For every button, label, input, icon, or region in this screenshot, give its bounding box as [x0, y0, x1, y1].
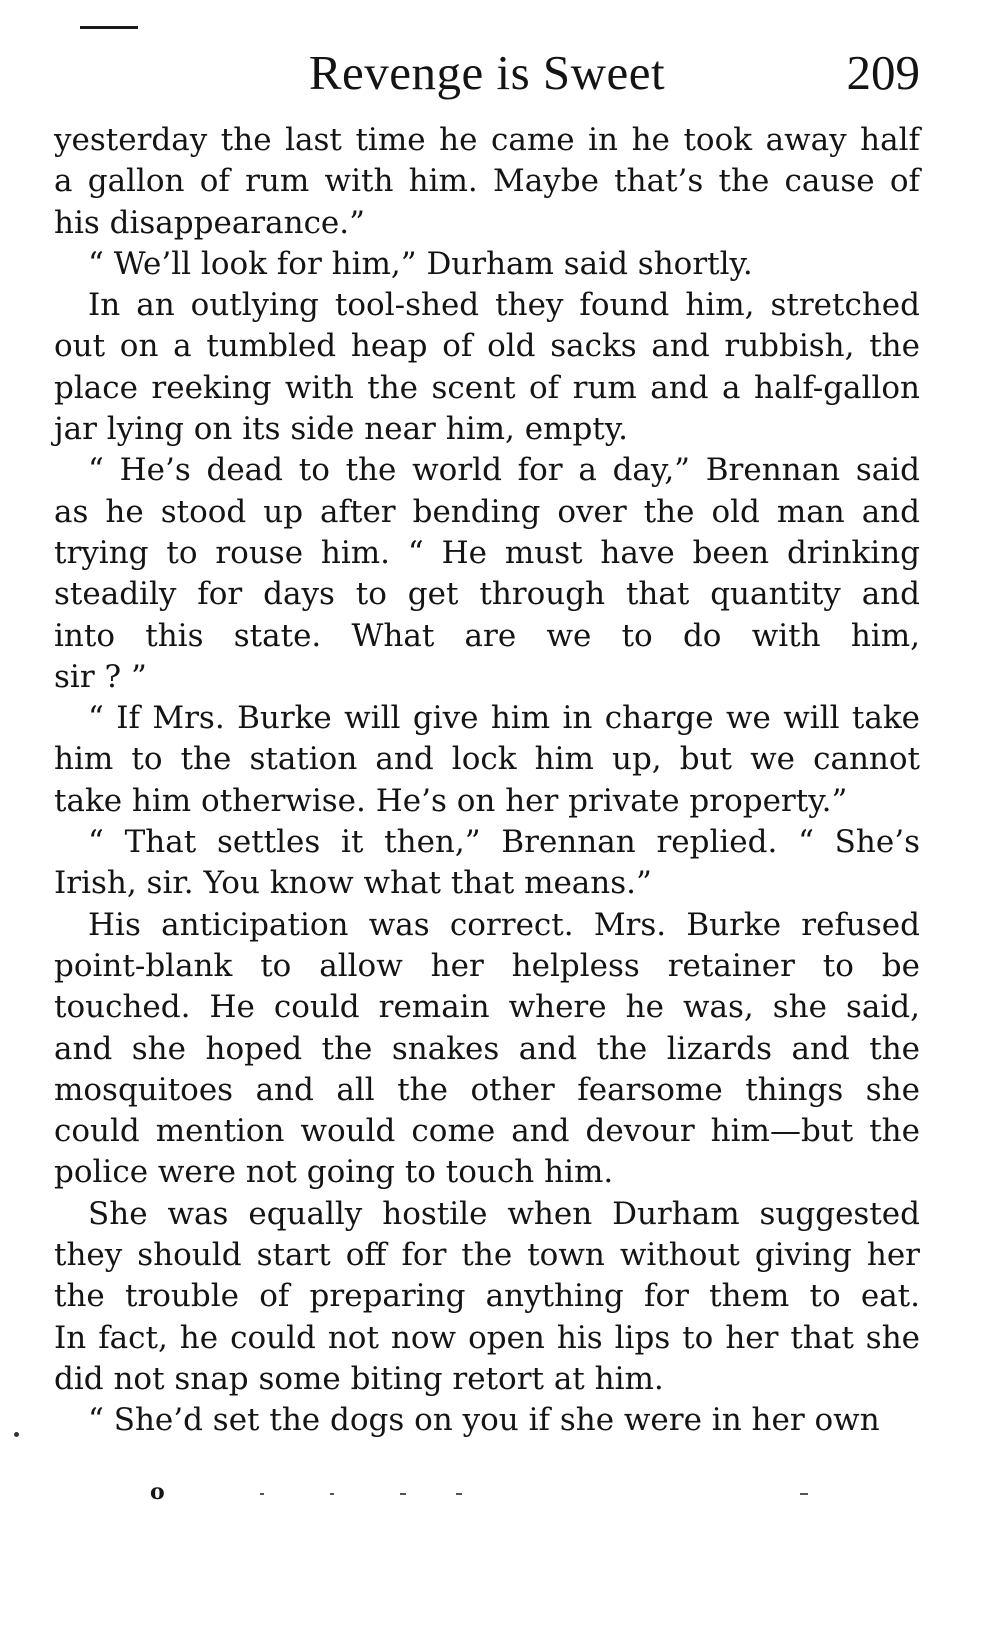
text-line: and she hoped the snakes and the lizards and the — [54, 1030, 920, 1067]
paragraph — [54, 1194, 920, 1400]
text-line: yesterday the last time he came in he took away half — [54, 122, 920, 158]
paragraph — [54, 285, 920, 450]
signature-mark: o — [150, 1479, 165, 1505]
paragraph — [54, 822, 920, 905]
text-line: they should start off for the town without giving her — [54, 1237, 920, 1274]
text-line: police were not going to touch him. — [54, 1154, 614, 1191]
print-speck — [456, 1493, 462, 1495]
text-line: the trouble of preparing anything for them to eat. — [54, 1278, 920, 1315]
text-line: In an outlying tool-shed they found him, stretched — [88, 287, 920, 324]
margin-speck — [14, 1432, 19, 1437]
print-speck — [330, 1493, 334, 1495]
text-line: touched. He could remain where he was, she said, — [54, 989, 920, 1026]
running-title: Revenge is Sweet — [308, 45, 666, 100]
text-line: “ We’ll look for him,” Durham said shortly. — [88, 245, 753, 282]
text-line: as he stood up after bending over the old man and — [54, 493, 920, 530]
paragraph — [54, 1400, 920, 1441]
paragraph — [54, 244, 920, 285]
text-line: take him otherwise. He’s on her private property.” — [54, 782, 848, 819]
text-line: sir ? ” — [54, 658, 147, 695]
text-line: out on a tumbled heap of old sacks and rubbish, the — [54, 328, 920, 365]
text-line: jar lying on its side near him, empty. — [54, 411, 628, 448]
paragraph — [54, 120, 920, 244]
text-line: mosquitoes and all the other fearsome things she — [54, 1071, 920, 1108]
text-line: a gallon of rum with him. Maybe that’s the cause of — [54, 163, 920, 200]
text-line: point-blank to allow her helpless retainer to be — [54, 947, 920, 984]
text-line: him to the station and lock him up, but we cannot — [54, 741, 920, 778]
text-line: trying to rouse him. “ He must have been drinking — [54, 534, 920, 571]
text-line: could mention would come and devour him—but the — [54, 1113, 920, 1150]
text-line: She was equally hostile when Durham suggested — [88, 1195, 920, 1232]
text-line: “ She’d set the dogs on you if she were in her own — [88, 1402, 880, 1439]
paragraph — [54, 450, 920, 698]
print-speck — [800, 1493, 808, 1495]
text-line: “ That settles it then,” Brennan replied. “ She’s — [88, 824, 920, 861]
print-speck — [400, 1493, 406, 1495]
paragraph — [54, 698, 920, 822]
running-head — [54, 38, 920, 108]
text-line: place reeking with the scent of rum and a half-gallon — [54, 369, 920, 406]
text-line: steadily for days to get through that quantity and — [54, 576, 920, 613]
text-line: His anticipation was correct. Mrs. Burke refused — [88, 906, 920, 943]
text-line: “ He’s dead to the world for a day,” Brennan said — [88, 452, 920, 489]
paragraph — [54, 905, 920, 1194]
page-number: 209 — [846, 45, 920, 100]
text-line: Irish, sir. You know what that means.” — [54, 865, 652, 902]
top-rule-mark — [80, 26, 138, 29]
text-line: into this state. What are we to do with him, — [54, 617, 920, 654]
body-text — [54, 120, 920, 1442]
text-line: In fact, he could not now open his lips to her that she — [54, 1319, 920, 1356]
text-line: did not snap some biting retort at him. — [54, 1360, 664, 1397]
text-line: his disappearance.” — [54, 204, 365, 241]
text-line: “ If Mrs. Burke will give him in charge we will take — [88, 700, 920, 737]
print-speck — [260, 1493, 264, 1495]
print-specks — [260, 1493, 820, 1497]
